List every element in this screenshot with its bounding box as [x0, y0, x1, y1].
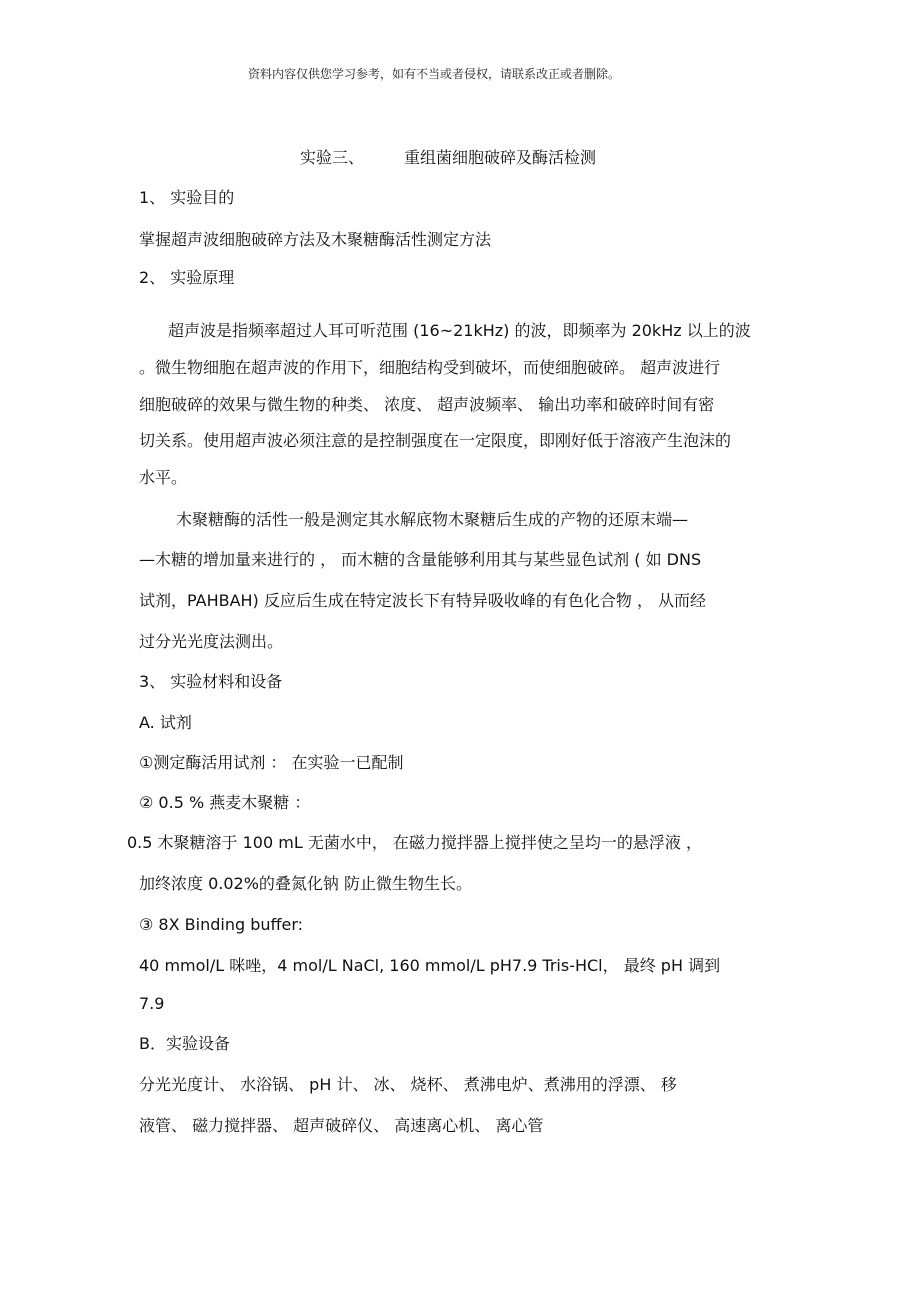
reagents-subheading: A. 试剂 — [139, 713, 192, 732]
principle-p2-line: 过分光光度法测出。 — [139, 632, 284, 651]
principle-p1-line: 。微生物细胞在超声波的作用下，细胞结构受到破坏，而使细胞破碎。 超声波进行 — [139, 358, 721, 377]
principle-p2-line: —木糖的增加量来进行的 ， 而木糖的含量能够利用其与某些显色试剂 ( 如 DNS — [139, 550, 702, 569]
section2-heading: 2、 实验原理 — [139, 268, 235, 287]
reagent-item-2: ② 0.5 % 燕麦木聚糖 ： — [139, 793, 311, 812]
principle-p1-line: 切关系。使用超声波必须注意的是控制强度在一定限度，即刚好低于溶液产生泡沫的 — [139, 431, 732, 450]
principle-p1-line: 细胞破碎的效果与微生物的种类、 浓度、 超声波频率、 输出功率和破碎时间有密 — [139, 395, 715, 414]
section1-body: 掌握超声波细胞破碎方法及木聚糖酶活性测定方法 — [139, 230, 492, 249]
section3-heading: 3、 实验材料和设备 — [139, 672, 283, 691]
principle-p2-line: 木聚糖酶的活性一般是测定其水解底物木聚糖后生成的产物的还原末端— — [176, 510, 689, 529]
title-part2: 重组菌细胞破碎及酶活检测 — [404, 148, 597, 167]
page-title — [300, 148, 596, 168]
reagent-item-1: ①测定酶活用试剂 ： 在实验一已配制 — [139, 753, 404, 772]
title-part1: 实验三、 — [300, 148, 365, 167]
reagent-item-3-line: 40 mmol/L 咪唑，4 mol/L NaCl, 160 mmol/L pH7.9 Tris-HCl， 最终 pH 调到 — [139, 956, 721, 975]
reagent-item-3: ③ 8X Binding buffer: — [139, 915, 304, 934]
reagent-item-2-line: 加终浓度 0.02%的叠氮化钠 防止微生物生长。 — [139, 874, 473, 893]
principle-p2-line: 试剂，PAHBAH) 反应后生成在特定波长下有特异吸收峰的有色化合物 ， 从而经 — [139, 591, 707, 610]
equipment-line: 分光光度计、 水浴锅、 pH 计、 冰、 烧杯、 煮沸电炉、煮沸用的浮漂、 移 — [139, 1075, 677, 1094]
equipment-subheading: B．实验设备 — [139, 1034, 230, 1053]
header-note: 资料内容仅供您学习参考，如有不当或者侵权，请联系改正或者删除。 — [248, 67, 621, 81]
equipment-line: 液管、 磁力搅拌器、 超声破碎仪、 高速离心机、 离心管 — [139, 1116, 544, 1135]
reagent-item-3-line: 7.9 — [139, 994, 165, 1013]
reagent-item-2-line: 0.5 木聚糖溶于 100 mL 无菌水中， 在磁力搅拌器上搅拌使之呈均一的悬浮液 ， — [127, 833, 703, 852]
principle-p1-line: 超声波是指频率超过人耳可听范围 (16~21kHz) 的波，即频率为 20kHz 以上的波 — [168, 321, 751, 340]
principle-p1-line: 水平。 — [139, 468, 188, 487]
section1-heading: 1、 实验目的 — [139, 188, 235, 207]
